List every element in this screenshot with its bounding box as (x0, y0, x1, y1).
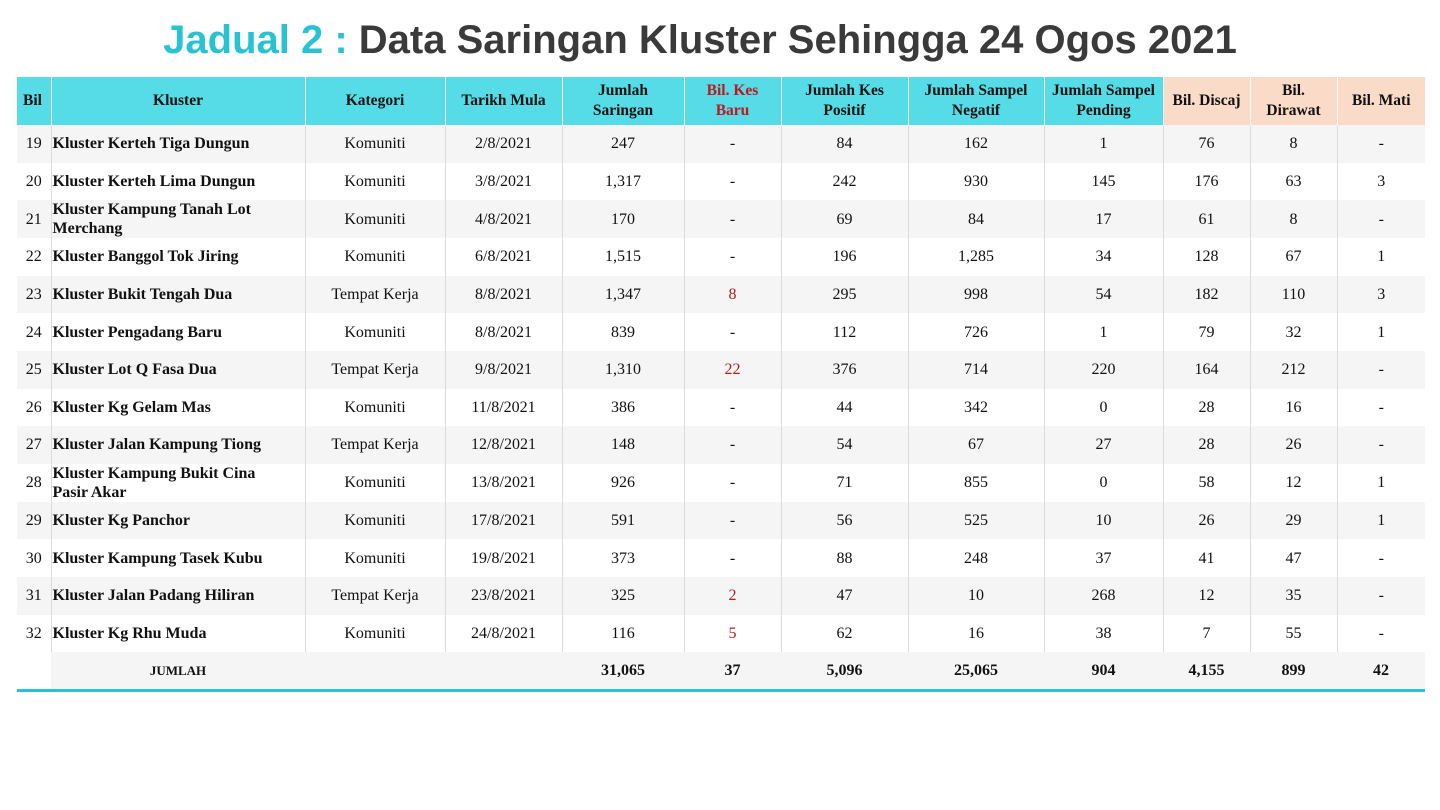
cell-saringan: 1,317 (562, 163, 684, 201)
cell-kes-positif: 112 (781, 313, 908, 351)
cell-mati: - (1337, 577, 1425, 615)
cluster-name: Kluster Kg Panchor (52, 512, 190, 530)
cell-kes-positif: 376 (781, 351, 908, 389)
header-sampel-pending-line1: Jumlah Sampel (1052, 82, 1155, 99)
cell-saringan: 1,310 (562, 351, 684, 389)
cell-discaj: 176 (1163, 163, 1250, 201)
cell-saringan: 591 (562, 502, 684, 540)
cell-sampel-negatif: 726 (908, 313, 1044, 351)
cell-discaj: 79 (1163, 313, 1250, 351)
cell-bil: 31 (17, 577, 51, 615)
cell-tarikh: 24/8/2021 (445, 615, 562, 653)
cluster-name: Kluster Kampung Tanah Lot (52, 201, 251, 219)
cell-sampel-negatif: 342 (908, 389, 1044, 427)
cluster-name: Kluster Kampung Bukit Cina (52, 464, 256, 482)
cell-discaj: 128 (1163, 238, 1250, 276)
header-sampel-negatif-line2: Negatif (951, 102, 1001, 119)
table-row (17, 313, 1425, 351)
header-saringan-line1: Jumlah (598, 82, 648, 99)
table-row (17, 351, 1425, 389)
cluster-table (17, 77, 1425, 692)
header-dirawat-line2: Dirawat (1266, 102, 1321, 119)
cluster-name: Kluster Kerteh Tiga Dungun (52, 135, 250, 153)
total-row (17, 652, 1425, 691)
cluster-name: Kluster Kg Rhu Muda (52, 624, 207, 642)
cell-kes-positif: 69 (781, 200, 908, 238)
header-kes-baru-line1: Bil. Kes (706, 82, 759, 99)
cell-discaj: 26 (1163, 502, 1250, 540)
title-prefix: Jadual 2 : (163, 18, 348, 62)
cell-discaj: 12 (1163, 577, 1250, 615)
cell-discaj: 58 (1163, 464, 1250, 502)
cell-kategori: Komuniti (305, 238, 445, 276)
cell-mati: 3 (1337, 276, 1425, 314)
cell-sampel-pending: 38 (1044, 615, 1163, 653)
cell-sampel-pending: 34 (1044, 238, 1163, 276)
table-row (17, 615, 1425, 653)
cell-kluster (51, 389, 305, 427)
cell-kluster (51, 464, 305, 502)
header-sampel-pending-line2: Pending (1076, 102, 1131, 119)
cell-kategori: Tempat Kerja (305, 351, 445, 389)
cell-dirawat: 110 (1250, 276, 1337, 314)
cell-saringan: 926 (562, 464, 684, 502)
total-dirawat: 899 (1250, 652, 1337, 691)
cell-dirawat: 26 (1250, 426, 1337, 464)
cell-kluster (51, 615, 305, 653)
cell-dirawat: 16 (1250, 389, 1337, 427)
header-saringan (562, 77, 684, 125)
cell-bil: 29 (17, 502, 51, 540)
cell-mati: - (1337, 426, 1425, 464)
cell-sampel-pending: 17 (1044, 200, 1163, 238)
cluster-name: Kluster Jalan Padang Hiliran (52, 587, 255, 605)
cluster-name: Kluster Kg Gelam Mas (52, 398, 211, 416)
cell-kes-positif: 295 (781, 276, 908, 314)
cell-mati: - (1337, 539, 1425, 577)
total-kes-baru: 37 (684, 652, 781, 691)
cell-kluster (51, 313, 305, 351)
cell-kes-positif: 44 (781, 389, 908, 427)
cell-discaj: 28 (1163, 389, 1250, 427)
header-kes-baru (684, 77, 781, 125)
cell-mati: - (1337, 125, 1425, 163)
cell-dirawat: 67 (1250, 238, 1337, 276)
cell-sampel-pending: 1 (1044, 125, 1163, 163)
table-row (17, 389, 1425, 427)
cell-mati: 1 (1337, 502, 1425, 540)
cell-kluster (51, 351, 305, 389)
header-bil: Bil (17, 77, 51, 125)
cell-bil: 21 (17, 200, 51, 238)
cell-kategori: Komuniti (305, 389, 445, 427)
cluster-name: Kluster Lot Q Fasa Dua (52, 361, 217, 379)
total-sampel-pending: 904 (1044, 652, 1163, 691)
cell-kluster (51, 502, 305, 540)
cell-dirawat: 29 (1250, 502, 1337, 540)
cell-kes-baru: 2 (684, 577, 781, 615)
cell-dirawat: 55 (1250, 615, 1337, 653)
cell-saringan: 839 (562, 313, 684, 351)
cell-kes-baru: 5 (684, 615, 781, 653)
cell-saringan: 386 (562, 389, 684, 427)
cell-kes-positif: 196 (781, 238, 908, 276)
table-row (17, 163, 1425, 201)
header-kes-positif-line2: Positif (823, 102, 866, 119)
total-label: JUMLAH (51, 652, 305, 691)
cell-bil: 20 (17, 163, 51, 201)
cell-kes-baru: - (684, 163, 781, 201)
total-discaj: 4,155 (1163, 652, 1250, 691)
cell-kluster (51, 426, 305, 464)
cell-tarikh: 17/8/2021 (445, 502, 562, 540)
total-kategori-empty (305, 652, 445, 691)
cell-kes-baru: - (684, 539, 781, 577)
cell-discaj: 61 (1163, 200, 1250, 238)
cell-kategori: Komuniti (305, 313, 445, 351)
cell-tarikh: 11/8/2021 (445, 389, 562, 427)
cell-kes-baru: - (684, 125, 781, 163)
header-kes-positif (781, 77, 908, 125)
cell-saringan: 247 (562, 125, 684, 163)
cell-tarikh: 6/8/2021 (445, 238, 562, 276)
cell-saringan: 373 (562, 539, 684, 577)
cell-bil: 19 (17, 125, 51, 163)
cell-bil: 28 (17, 464, 51, 502)
header-sampel-negatif-line1: Jumlah Sampel (924, 82, 1028, 99)
page-title (0, 14, 1400, 66)
cell-tarikh: 19/8/2021 (445, 539, 562, 577)
table-row (17, 502, 1425, 540)
cell-dirawat: 8 (1250, 200, 1337, 238)
cell-kategori: Komuniti (305, 464, 445, 502)
total-blank (17, 652, 51, 691)
cell-tarikh: 2/8/2021 (445, 125, 562, 163)
total-saringan: 31,065 (562, 652, 684, 691)
total-tarikh-empty (445, 652, 562, 691)
cell-tarikh: 4/8/2021 (445, 200, 562, 238)
cell-discaj: 76 (1163, 125, 1250, 163)
header-row (17, 77, 1425, 125)
cell-kategori: Komuniti (305, 615, 445, 653)
cell-sampel-pending: 54 (1044, 276, 1163, 314)
cell-discaj: 41 (1163, 539, 1250, 577)
cell-kes-baru: - (684, 200, 781, 238)
cell-saringan: 1,515 (562, 238, 684, 276)
table-row (17, 539, 1425, 577)
cell-kes-baru: 22 (684, 351, 781, 389)
cluster-name: Kluster Kerteh Lima Dungun (52, 172, 256, 190)
table-row (17, 125, 1425, 163)
cell-kategori: Komuniti (305, 125, 445, 163)
cell-bil: 22 (17, 238, 51, 276)
cell-saringan: 170 (562, 200, 684, 238)
cell-sampel-negatif: 525 (908, 502, 1044, 540)
cell-mati: - (1337, 200, 1425, 238)
cell-mati: 1 (1337, 313, 1425, 351)
header-kes-baru-line2: Baru (715, 102, 750, 119)
table-body (17, 125, 1425, 691)
cell-kluster (51, 577, 305, 615)
cell-kes-positif: 62 (781, 615, 908, 653)
header-discaj: Bil. Discaj (1163, 77, 1250, 125)
cluster-name: Kluster Jalan Kampung Tiong (52, 436, 262, 454)
cell-sampel-negatif: 162 (908, 125, 1044, 163)
cell-kategori: Tempat Kerja (305, 426, 445, 464)
header-kluster: Kluster (51, 77, 305, 125)
table-row (17, 426, 1425, 464)
cell-dirawat: 35 (1250, 577, 1337, 615)
cell-kes-positif: 54 (781, 426, 908, 464)
cell-sampel-pending: 37 (1044, 539, 1163, 577)
cell-sampel-negatif: 1,285 (908, 238, 1044, 276)
header-dirawat-line1: Bil. (1282, 82, 1305, 99)
cell-sampel-negatif: 855 (908, 464, 1044, 502)
cell-sampel-negatif: 714 (908, 351, 1044, 389)
cluster-name: Kluster Bukit Tengah Dua (52, 286, 233, 304)
cell-tarikh: 13/8/2021 (445, 464, 562, 502)
cell-sampel-negatif: 10 (908, 577, 1044, 615)
total-sampel-negatif: 25,065 (908, 652, 1044, 691)
cell-mati: 3 (1337, 163, 1425, 201)
cell-saringan: 325 (562, 577, 684, 615)
cell-tarikh: 9/8/2021 (445, 351, 562, 389)
cell-kategori: Komuniti (305, 539, 445, 577)
cell-kategori: Komuniti (305, 163, 445, 201)
cluster-name-line2: Pasir Akar (52, 483, 127, 501)
cell-dirawat: 47 (1250, 539, 1337, 577)
cell-bil: 23 (17, 276, 51, 314)
cell-saringan: 148 (562, 426, 684, 464)
title-main: Data Saringan Kluster Sehingga 24 Ogos 2021 (358, 18, 1237, 62)
cell-tarikh: 8/8/2021 (445, 276, 562, 314)
cell-saringan: 116 (562, 615, 684, 653)
table-row (17, 200, 1425, 238)
cell-discaj: 164 (1163, 351, 1250, 389)
cell-kategori: Komuniti (305, 200, 445, 238)
cell-mati: - (1337, 389, 1425, 427)
cell-dirawat: 63 (1250, 163, 1337, 201)
cell-kluster (51, 125, 305, 163)
cell-tarikh: 12/8/2021 (445, 426, 562, 464)
cell-discaj: 7 (1163, 615, 1250, 653)
cell-kes-baru: - (684, 426, 781, 464)
cell-tarikh: 8/8/2021 (445, 313, 562, 351)
cell-kes-baru: - (684, 464, 781, 502)
cell-kategori: Tempat Kerja (305, 577, 445, 615)
cell-bil: 24 (17, 313, 51, 351)
cell-kes-positif: 84 (781, 125, 908, 163)
cell-mati: 1 (1337, 238, 1425, 276)
cell-tarikh: 23/8/2021 (445, 577, 562, 615)
cell-saringan: 1,347 (562, 276, 684, 314)
cell-dirawat: 32 (1250, 313, 1337, 351)
cell-kes-baru: - (684, 238, 781, 276)
cell-tarikh: 3/8/2021 (445, 163, 562, 201)
cell-bil: 30 (17, 539, 51, 577)
cluster-name: Kluster Pengadang Baru (52, 323, 222, 341)
header-sampel-negatif (908, 77, 1044, 125)
cell-dirawat: 8 (1250, 125, 1337, 163)
cell-bil: 27 (17, 426, 51, 464)
header-kategori: Kategori (305, 77, 445, 125)
header-tarikh: Tarikh Mula (445, 77, 562, 125)
cell-mati: - (1337, 615, 1425, 653)
cell-kategori: Tempat Kerja (305, 276, 445, 314)
cell-kluster (51, 276, 305, 314)
cell-kluster (51, 163, 305, 201)
cell-dirawat: 212 (1250, 351, 1337, 389)
cell-mati: 1 (1337, 464, 1425, 502)
table-row (17, 464, 1425, 502)
cell-sampel-negatif: 998 (908, 276, 1044, 314)
header-dirawat (1250, 77, 1337, 125)
cell-kes-baru: - (684, 502, 781, 540)
cell-kes-positif: 242 (781, 163, 908, 201)
cell-sampel-negatif: 248 (908, 539, 1044, 577)
header-saringan-line2: Saringan (592, 102, 654, 119)
total-kes-positif: 5,096 (781, 652, 908, 691)
cell-kategori: Komuniti (305, 502, 445, 540)
cell-kluster (51, 539, 305, 577)
header-mati: Bil. Mati (1337, 77, 1425, 125)
table-row (17, 577, 1425, 615)
cell-sampel-pending: 10 (1044, 502, 1163, 540)
cell-discaj: 28 (1163, 426, 1250, 464)
cell-kes-positif: 88 (781, 539, 908, 577)
cell-sampel-pending: 1 (1044, 313, 1163, 351)
cell-kes-positif: 71 (781, 464, 908, 502)
cell-dirawat: 12 (1250, 464, 1337, 502)
cell-kes-baru: 8 (684, 276, 781, 314)
header-sampel-pending (1044, 77, 1163, 125)
cell-kes-positif: 56 (781, 502, 908, 540)
cell-discaj: 182 (1163, 276, 1250, 314)
cell-kluster (51, 238, 305, 276)
cell-sampel-pending: 145 (1044, 163, 1163, 201)
cell-bil: 26 (17, 389, 51, 427)
cell-sampel-pending: 0 (1044, 464, 1163, 502)
cell-sampel-pending: 0 (1044, 389, 1163, 427)
cell-mati: - (1337, 351, 1425, 389)
cluster-name: Kluster Kampung Tasek Kubu (52, 549, 263, 567)
cell-sampel-negatif: 16 (908, 615, 1044, 653)
cell-bil: 25 (17, 351, 51, 389)
cell-kluster (51, 200, 305, 238)
cell-sampel-negatif: 930 (908, 163, 1044, 201)
cell-sampel-pending: 220 (1044, 351, 1163, 389)
cell-kes-baru: - (684, 313, 781, 351)
cell-sampel-negatif: 84 (908, 200, 1044, 238)
cell-sampel-pending: 268 (1044, 577, 1163, 615)
cell-kes-positif: 47 (781, 577, 908, 615)
cell-sampel-pending: 27 (1044, 426, 1163, 464)
cluster-name-line2: Merchang (52, 220, 123, 238)
cell-sampel-negatif: 67 (908, 426, 1044, 464)
table-row (17, 238, 1425, 276)
cell-bil: 32 (17, 615, 51, 653)
cluster-name: Kluster Banggol Tok Jiring (52, 248, 239, 266)
total-mati: 42 (1337, 652, 1425, 691)
header-kes-positif-line1: Jumlah Kes (805, 82, 884, 99)
cell-kes-baru: - (684, 389, 781, 427)
table-row (17, 276, 1425, 314)
